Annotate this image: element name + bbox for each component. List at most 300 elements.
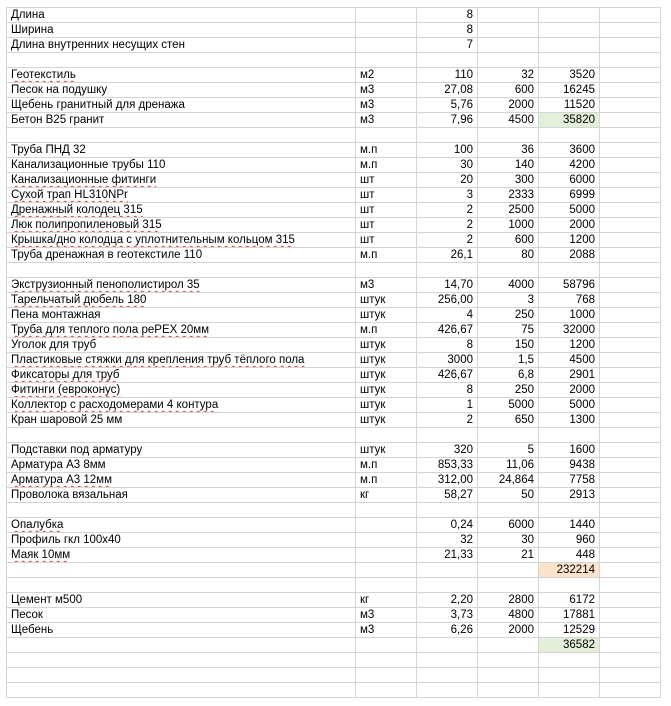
cell-unit[interactable]: шт	[356, 233, 417, 248]
cell-name[interactable]: Подставки под арматуру	[7, 443, 356, 458]
cell-sum[interactable]: 1200	[539, 338, 600, 353]
cell-price[interactable]: 600	[478, 233, 539, 248]
cell-qty[interactable]	[417, 563, 478, 578]
cell-price[interactable]: 6,8	[478, 368, 539, 383]
cell-qty[interactable]: 58,27	[417, 488, 478, 503]
cell-qty[interactable]: 8	[417, 383, 478, 398]
cell-price[interactable]: 2000	[478, 98, 539, 113]
cell-qty[interactable]	[417, 638, 478, 653]
cell-name[interactable]	[7, 638, 356, 653]
cell-price[interactable]: 600	[478, 83, 539, 98]
cell-qty[interactable]: 32	[417, 533, 478, 548]
cell-name[interactable]: Дренажный колодец 315	[7, 203, 356, 218]
cell-sum[interactable]: 6999	[539, 188, 600, 203]
cell-price[interactable]	[478, 638, 539, 653]
cell-qty[interactable]	[417, 668, 478, 683]
cell-sum[interactable]: 32000	[539, 323, 600, 338]
cell-sum[interactable]	[539, 683, 600, 698]
cell-empty[interactable]	[600, 638, 661, 653]
cell-qty[interactable]	[417, 263, 478, 278]
cell-name[interactable]: Ширина	[7, 23, 356, 38]
cell-unit[interactable]: штук	[356, 293, 417, 308]
cell-sum[interactable]	[539, 653, 600, 668]
cell-empty[interactable]	[600, 503, 661, 518]
cell-qty[interactable]: 110	[417, 68, 478, 83]
cell-qty[interactable]: 7,96	[417, 113, 478, 128]
cell-price[interactable]	[478, 668, 539, 683]
cell-qty[interactable]: 2,20	[417, 593, 478, 608]
cell-name[interactable]: Экструзионный пенополистирол 35	[7, 278, 356, 293]
cell-name[interactable]: Труба дренажная в геотекстиле 110	[7, 248, 356, 263]
cell-sum[interactable]: 6172	[539, 593, 600, 608]
cell-qty[interactable]: 2	[417, 203, 478, 218]
cell-sum[interactable]	[539, 263, 600, 278]
cell-price[interactable]: 2333	[478, 188, 539, 203]
cell-name[interactable]: Пена монтажная	[7, 308, 356, 323]
cell-unit[interactable]: штук	[356, 398, 417, 413]
cell-name[interactable]	[7, 563, 356, 578]
cell-price[interactable]: 2000	[478, 623, 539, 638]
cell-qty[interactable]: 20	[417, 173, 478, 188]
cell-sum[interactable]: 4200	[539, 158, 600, 173]
cell-name[interactable]: Труба для теплого пола pePEX 20мм	[7, 323, 356, 338]
cell-name[interactable]	[7, 578, 356, 593]
cell-sum[interactable]: 3520	[539, 68, 600, 83]
cell-name[interactable]: Геотекстиль	[7, 68, 356, 83]
cell-empty[interactable]	[600, 128, 661, 143]
cell-unit[interactable]	[356, 428, 417, 443]
cell-name[interactable]: Уголок для труб	[7, 338, 356, 353]
cell-price[interactable]	[478, 8, 539, 23]
cell-empty[interactable]	[600, 83, 661, 98]
cell-qty[interactable]: 8	[417, 8, 478, 23]
cell-empty[interactable]	[600, 398, 661, 413]
cell-price[interactable]: 4000	[478, 278, 539, 293]
cell-qty[interactable]	[417, 578, 478, 593]
cell-name[interactable]: Арматура А3 8мм	[7, 458, 356, 473]
table-row	[7, 113, 661, 128]
cell-sum[interactable]	[539, 53, 600, 68]
cell-qty[interactable]: 2	[417, 413, 478, 428]
table-row	[7, 233, 661, 248]
cell-name[interactable]	[7, 128, 356, 143]
cell-unit[interactable]	[356, 8, 417, 23]
cell-name[interactable]: Пластиковые стяжки для крепления труб тёплого пола	[7, 353, 356, 368]
cell-qty[interactable]: 6,26	[417, 623, 478, 638]
cell-price[interactable]: 2800	[478, 593, 539, 608]
cell-name[interactable]	[7, 53, 356, 68]
table-row	[7, 83, 661, 98]
cell-qty[interactable]: 100	[417, 143, 478, 158]
cell-qty[interactable]: 26,1	[417, 248, 478, 263]
cell-sum[interactable]: 1300	[539, 413, 600, 428]
cell-empty[interactable]	[600, 608, 661, 623]
table-row	[7, 278, 661, 293]
cell-unit[interactable]: кг	[356, 593, 417, 608]
cell-name[interactable]: Длина внутренних несущих стен	[7, 38, 356, 53]
cell-sum[interactable]: 1200	[539, 233, 600, 248]
cell-qty[interactable]: 7	[417, 38, 478, 53]
cell-price[interactable]: 36	[478, 143, 539, 158]
cell-price[interactable]: 3	[478, 293, 539, 308]
cell-name[interactable]: Сухой трап HL310NPr	[7, 188, 356, 203]
cell-unit[interactable]	[356, 533, 417, 548]
cell-sum[interactable]	[539, 668, 600, 683]
table-row	[7, 68, 661, 83]
cell-empty[interactable]	[600, 548, 661, 563]
cell-unit[interactable]: кг	[356, 488, 417, 503]
cell-name[interactable]: Профиль гкл 100х40	[7, 533, 356, 548]
cell-name[interactable]: Песок на подушку	[7, 83, 356, 98]
cell-price[interactable]	[478, 128, 539, 143]
cell-empty[interactable]	[600, 53, 661, 68]
cell-unit[interactable]: м.п	[356, 143, 417, 158]
cell-sum[interactable]: 36582	[539, 638, 600, 653]
cell-name[interactable]	[7, 263, 356, 278]
cell-empty[interactable]	[600, 413, 661, 428]
cell-price[interactable]: 250	[478, 308, 539, 323]
cell-unit[interactable]: шт	[356, 218, 417, 233]
cell-name[interactable]: Маяк 10мм	[7, 548, 356, 563]
cell-unit[interactable]	[356, 548, 417, 563]
cell-sum[interactable]	[539, 428, 600, 443]
cell-price[interactable]: 50	[478, 488, 539, 503]
cell-empty[interactable]	[600, 623, 661, 638]
table-row	[7, 413, 661, 428]
cell-empty[interactable]	[600, 278, 661, 293]
cell-unit[interactable]	[356, 53, 417, 68]
table-row	[7, 308, 661, 323]
cell-sum[interactable]: 1000	[539, 308, 600, 323]
cell-qty[interactable]: 8	[417, 338, 478, 353]
cell-empty[interactable]	[600, 368, 661, 383]
cell-qty[interactable]	[417, 653, 478, 668]
cell-empty[interactable]	[600, 563, 661, 578]
cell-sum[interactable]: 1440	[539, 518, 600, 533]
cell-name[interactable]: Крышка/дно колодца с уплотнительным кольцом 315	[7, 233, 356, 248]
cell-empty[interactable]	[600, 248, 661, 263]
cell-empty[interactable]	[600, 23, 661, 38]
cell-name[interactable]: Длина	[7, 8, 356, 23]
cell-price[interactable]: 80	[478, 248, 539, 263]
cell-sum[interactable]: 9438	[539, 458, 600, 473]
cell-name[interactable]: Фиксаторы для труб	[7, 368, 356, 383]
cell-sum[interactable]: 2913	[539, 488, 600, 503]
cell-price[interactable]: 5000	[478, 398, 539, 413]
cell-sum[interactable]: 2901	[539, 368, 600, 383]
cell-unit[interactable]: м3	[356, 98, 417, 113]
cell-empty[interactable]	[600, 533, 661, 548]
cell-price[interactable]	[478, 653, 539, 668]
cell-empty[interactable]	[600, 338, 661, 353]
cell-unit[interactable]	[356, 563, 417, 578]
cell-empty[interactable]	[600, 98, 661, 113]
cell-name[interactable]	[7, 503, 356, 518]
cell-sum[interactable]	[539, 128, 600, 143]
cell-name[interactable]: Фитинги (евроконус)	[7, 383, 356, 398]
cell-empty[interactable]	[600, 218, 661, 233]
cell-empty[interactable]	[600, 173, 661, 188]
cell-qty[interactable]	[417, 683, 478, 698]
cell-qty[interactable]: 3	[417, 188, 478, 203]
cell-unit[interactable]: м.п	[356, 248, 417, 263]
cell-name[interactable]: Тарельчатый дюбель 180	[7, 293, 356, 308]
cell-price[interactable]: 21	[478, 548, 539, 563]
cell-unit[interactable]	[356, 638, 417, 653]
cell-empty[interactable]	[600, 578, 661, 593]
cell-unit[interactable]: шт	[356, 188, 417, 203]
cell-qty[interactable]	[417, 53, 478, 68]
cell-qty[interactable]: 8	[417, 23, 478, 38]
cell-qty[interactable]: 2	[417, 233, 478, 248]
cell-price[interactable]: 2500	[478, 203, 539, 218]
cell-name[interactable]: Коллектор с расходомерами 4 контура	[7, 398, 356, 413]
cell-price[interactable]	[478, 503, 539, 518]
cell-sum[interactable]: 768	[539, 293, 600, 308]
cell-unit[interactable]: штук	[356, 368, 417, 383]
cell-price[interactable]: 30	[478, 533, 539, 548]
table-row	[7, 683, 661, 698]
cell-unit[interactable]: м.п	[356, 473, 417, 488]
cell-price[interactable]: 140	[478, 158, 539, 173]
cell-qty[interactable]: 426,67	[417, 323, 478, 338]
cell-price[interactable]	[478, 683, 539, 698]
cell-name[interactable]: Проволока вязальная	[7, 488, 356, 503]
cell-name[interactable]	[7, 668, 356, 683]
cell-name[interactable]: Труба ПНД 32	[7, 143, 356, 158]
cell-price[interactable]	[478, 263, 539, 278]
cell-unit[interactable]: шт	[356, 203, 417, 218]
cell-price[interactable]: 6000	[478, 518, 539, 533]
cell-qty[interactable]	[417, 503, 478, 518]
cell-empty[interactable]	[600, 158, 661, 173]
cell-sum[interactable]: 4500	[539, 353, 600, 368]
cell-empty[interactable]	[600, 428, 661, 443]
cell-sum[interactable]	[539, 8, 600, 23]
cell-unit[interactable]: м3	[356, 278, 417, 293]
cell-unit[interactable]: м.п	[356, 158, 417, 173]
cell-empty[interactable]	[600, 293, 661, 308]
cell-price[interactable]: 650	[478, 413, 539, 428]
cell-qty[interactable]: 312,00	[417, 473, 478, 488]
cell-sum[interactable]: 35820	[539, 113, 600, 128]
cell-unit[interactable]: м.п	[356, 458, 417, 473]
cell-unit[interactable]: штук	[356, 338, 417, 353]
sheet-grid	[6, 7, 661, 698]
cell-qty[interactable]: 4	[417, 308, 478, 323]
cell-sum[interactable]: 1600	[539, 443, 600, 458]
cell-unit[interactable]: штук	[356, 353, 417, 368]
cell-price[interactable]: 24,864	[478, 473, 539, 488]
cell-sum[interactable]: 11520	[539, 98, 600, 113]
cell-price[interactable]	[478, 23, 539, 38]
cell-empty[interactable]	[600, 113, 661, 128]
cell-sum[interactable]	[539, 578, 600, 593]
cell-unit[interactable]: штук	[356, 413, 417, 428]
cell-qty[interactable]: 853,33	[417, 458, 478, 473]
table-row	[7, 203, 661, 218]
cell-price[interactable]: 1000	[478, 218, 539, 233]
cell-sum[interactable]: 5000	[539, 203, 600, 218]
table-row	[7, 398, 661, 413]
cell-qty[interactable]: 320	[417, 443, 478, 458]
cell-qty[interactable]: 2	[417, 218, 478, 233]
cell-name[interactable]: Цемент м500	[7, 593, 356, 608]
cell-empty[interactable]	[600, 353, 661, 368]
cell-name[interactable]	[7, 428, 356, 443]
cell-name[interactable]: Щебень гранитный для дренажа	[7, 98, 356, 113]
cell-empty[interactable]	[600, 203, 661, 218]
cell-qty[interactable]: 21,33	[417, 548, 478, 563]
cell-name[interactable]: Опалубка	[7, 518, 356, 533]
table-row	[7, 38, 661, 53]
cell-empty[interactable]	[600, 323, 661, 338]
cell-unit[interactable]	[356, 128, 417, 143]
cell-unit[interactable]: м3	[356, 608, 417, 623]
cell-qty[interactable]	[417, 428, 478, 443]
table-row	[7, 263, 661, 278]
cell-unit[interactable]	[356, 683, 417, 698]
cell-sum[interactable]: 3600	[539, 143, 600, 158]
cell-sum[interactable]: 232214	[539, 563, 600, 578]
cell-sum[interactable]: 2000	[539, 383, 600, 398]
cell-price[interactable]: 75	[478, 323, 539, 338]
cell-sum[interactable]	[539, 38, 600, 53]
cell-name[interactable]: Щебень	[7, 623, 356, 638]
cell-unit[interactable]: шт	[356, 173, 417, 188]
table-row	[7, 128, 661, 143]
cell-empty[interactable]	[600, 38, 661, 53]
cell-unit[interactable]: штук	[356, 308, 417, 323]
cell-qty[interactable]: 30	[417, 158, 478, 173]
cell-empty[interactable]	[600, 143, 661, 158]
cell-name[interactable]: Бетон В25 гранит	[7, 113, 356, 128]
cell-qty[interactable]: 426,67	[417, 368, 478, 383]
table-row	[7, 188, 661, 203]
cell-sum[interactable]: 12529	[539, 623, 600, 638]
cell-price[interactable]: 4800	[478, 608, 539, 623]
table-row	[7, 443, 661, 458]
cell-unit[interactable]: штук	[356, 443, 417, 458]
cell-name[interactable]: Песок	[7, 608, 356, 623]
table-row	[7, 323, 661, 338]
cell-price[interactable]	[478, 38, 539, 53]
cell-qty[interactable]: 14,70	[417, 278, 478, 293]
cell-empty[interactable]	[600, 518, 661, 533]
cell-price[interactable]: 1,5	[478, 353, 539, 368]
cell-empty[interactable]	[600, 383, 661, 398]
cell-price[interactable]: 32	[478, 68, 539, 83]
cell-empty[interactable]	[600, 263, 661, 278]
cell-empty[interactable]	[600, 68, 661, 83]
cell-unit[interactable]: м2	[356, 68, 417, 83]
cell-sum[interactable]	[539, 503, 600, 518]
cell-price[interactable]: 300	[478, 173, 539, 188]
cell-unit[interactable]	[356, 578, 417, 593]
cell-unit[interactable]	[356, 263, 417, 278]
cell-sum[interactable]: 58796	[539, 278, 600, 293]
cell-empty[interactable]	[600, 308, 661, 323]
cell-qty[interactable]: 27,08	[417, 83, 478, 98]
cell-name[interactable]	[7, 653, 356, 668]
cell-name[interactable]: Арматура А3 12мм	[7, 473, 356, 488]
cell-price[interactable]: 5	[478, 443, 539, 458]
cell-qty[interactable]: 3,73	[417, 608, 478, 623]
cell-empty[interactable]	[600, 8, 661, 23]
cell-price[interactable]: 150	[478, 338, 539, 353]
cell-sum[interactable]: 7758	[539, 473, 600, 488]
cell-name[interactable]: Канализационные фитинги	[7, 173, 356, 188]
cell-unit[interactable]	[356, 518, 417, 533]
cell-empty[interactable]	[600, 593, 661, 608]
cell-qty[interactable]: 5,76	[417, 98, 478, 113]
table-row	[7, 518, 661, 533]
cell-name[interactable]: Кран шаровой 25 мм	[7, 413, 356, 428]
cell-price[interactable]	[478, 563, 539, 578]
table-row	[7, 638, 661, 653]
cell-empty[interactable]	[600, 653, 661, 668]
cell-name[interactable]: Канализационные трубы 110	[7, 158, 356, 173]
cell-empty[interactable]	[600, 233, 661, 248]
cell-qty[interactable]: 256,00	[417, 293, 478, 308]
cell-unit[interactable]: м.п	[356, 323, 417, 338]
cell-price[interactable]: 250	[478, 383, 539, 398]
cell-qty[interactable]: 1	[417, 398, 478, 413]
cell-sum[interactable]: 6000	[539, 173, 600, 188]
cell-empty[interactable]	[600, 443, 661, 458]
cell-unit[interactable]: штук	[356, 383, 417, 398]
cell-price[interactable]: 11,06	[478, 458, 539, 473]
cell-sum[interactable]: 2000	[539, 218, 600, 233]
cell-name[interactable]: Люк полипропиленовый 315	[7, 218, 356, 233]
cell-sum[interactable]: 5000	[539, 398, 600, 413]
cell-qty[interactable]	[417, 128, 478, 143]
sheet-body	[7, 8, 661, 698]
table-row	[7, 98, 661, 113]
cell-unit[interactable]: м3	[356, 623, 417, 638]
cell-sum[interactable]: 16245	[539, 83, 600, 98]
table-row	[7, 533, 661, 548]
cell-sum[interactable]: 2088	[539, 248, 600, 263]
cell-sum[interactable]: 448	[539, 548, 600, 563]
cell-unit[interactable]	[356, 653, 417, 668]
cell-unit[interactable]	[356, 503, 417, 518]
cell-price[interactable]: 4500	[478, 113, 539, 128]
cell-price[interactable]	[478, 428, 539, 443]
cell-sum[interactable]: 17881	[539, 608, 600, 623]
cell-price[interactable]	[478, 578, 539, 593]
cell-empty[interactable]	[600, 188, 661, 203]
cell-empty[interactable]	[600, 458, 661, 473]
cell-unit[interactable]: м3	[356, 113, 417, 128]
cell-empty[interactable]	[600, 488, 661, 503]
cell-name[interactable]	[7, 683, 356, 698]
table-row	[7, 548, 661, 563]
cell-sum[interactable]	[539, 23, 600, 38]
cell-unit[interactable]	[356, 38, 417, 53]
cell-price[interactable]	[478, 53, 539, 68]
cell-unit[interactable]: м3	[356, 83, 417, 98]
table-row	[7, 383, 661, 398]
cell-empty[interactable]	[600, 473, 661, 488]
cell-qty[interactable]: 0,24	[417, 518, 478, 533]
cell-empty[interactable]	[600, 668, 661, 683]
cell-empty[interactable]	[600, 683, 661, 698]
cell-sum[interactable]: 960	[539, 533, 600, 548]
cell-qty[interactable]: 3000	[417, 353, 478, 368]
cell-unit[interactable]	[356, 23, 417, 38]
cell-unit[interactable]	[356, 668, 417, 683]
